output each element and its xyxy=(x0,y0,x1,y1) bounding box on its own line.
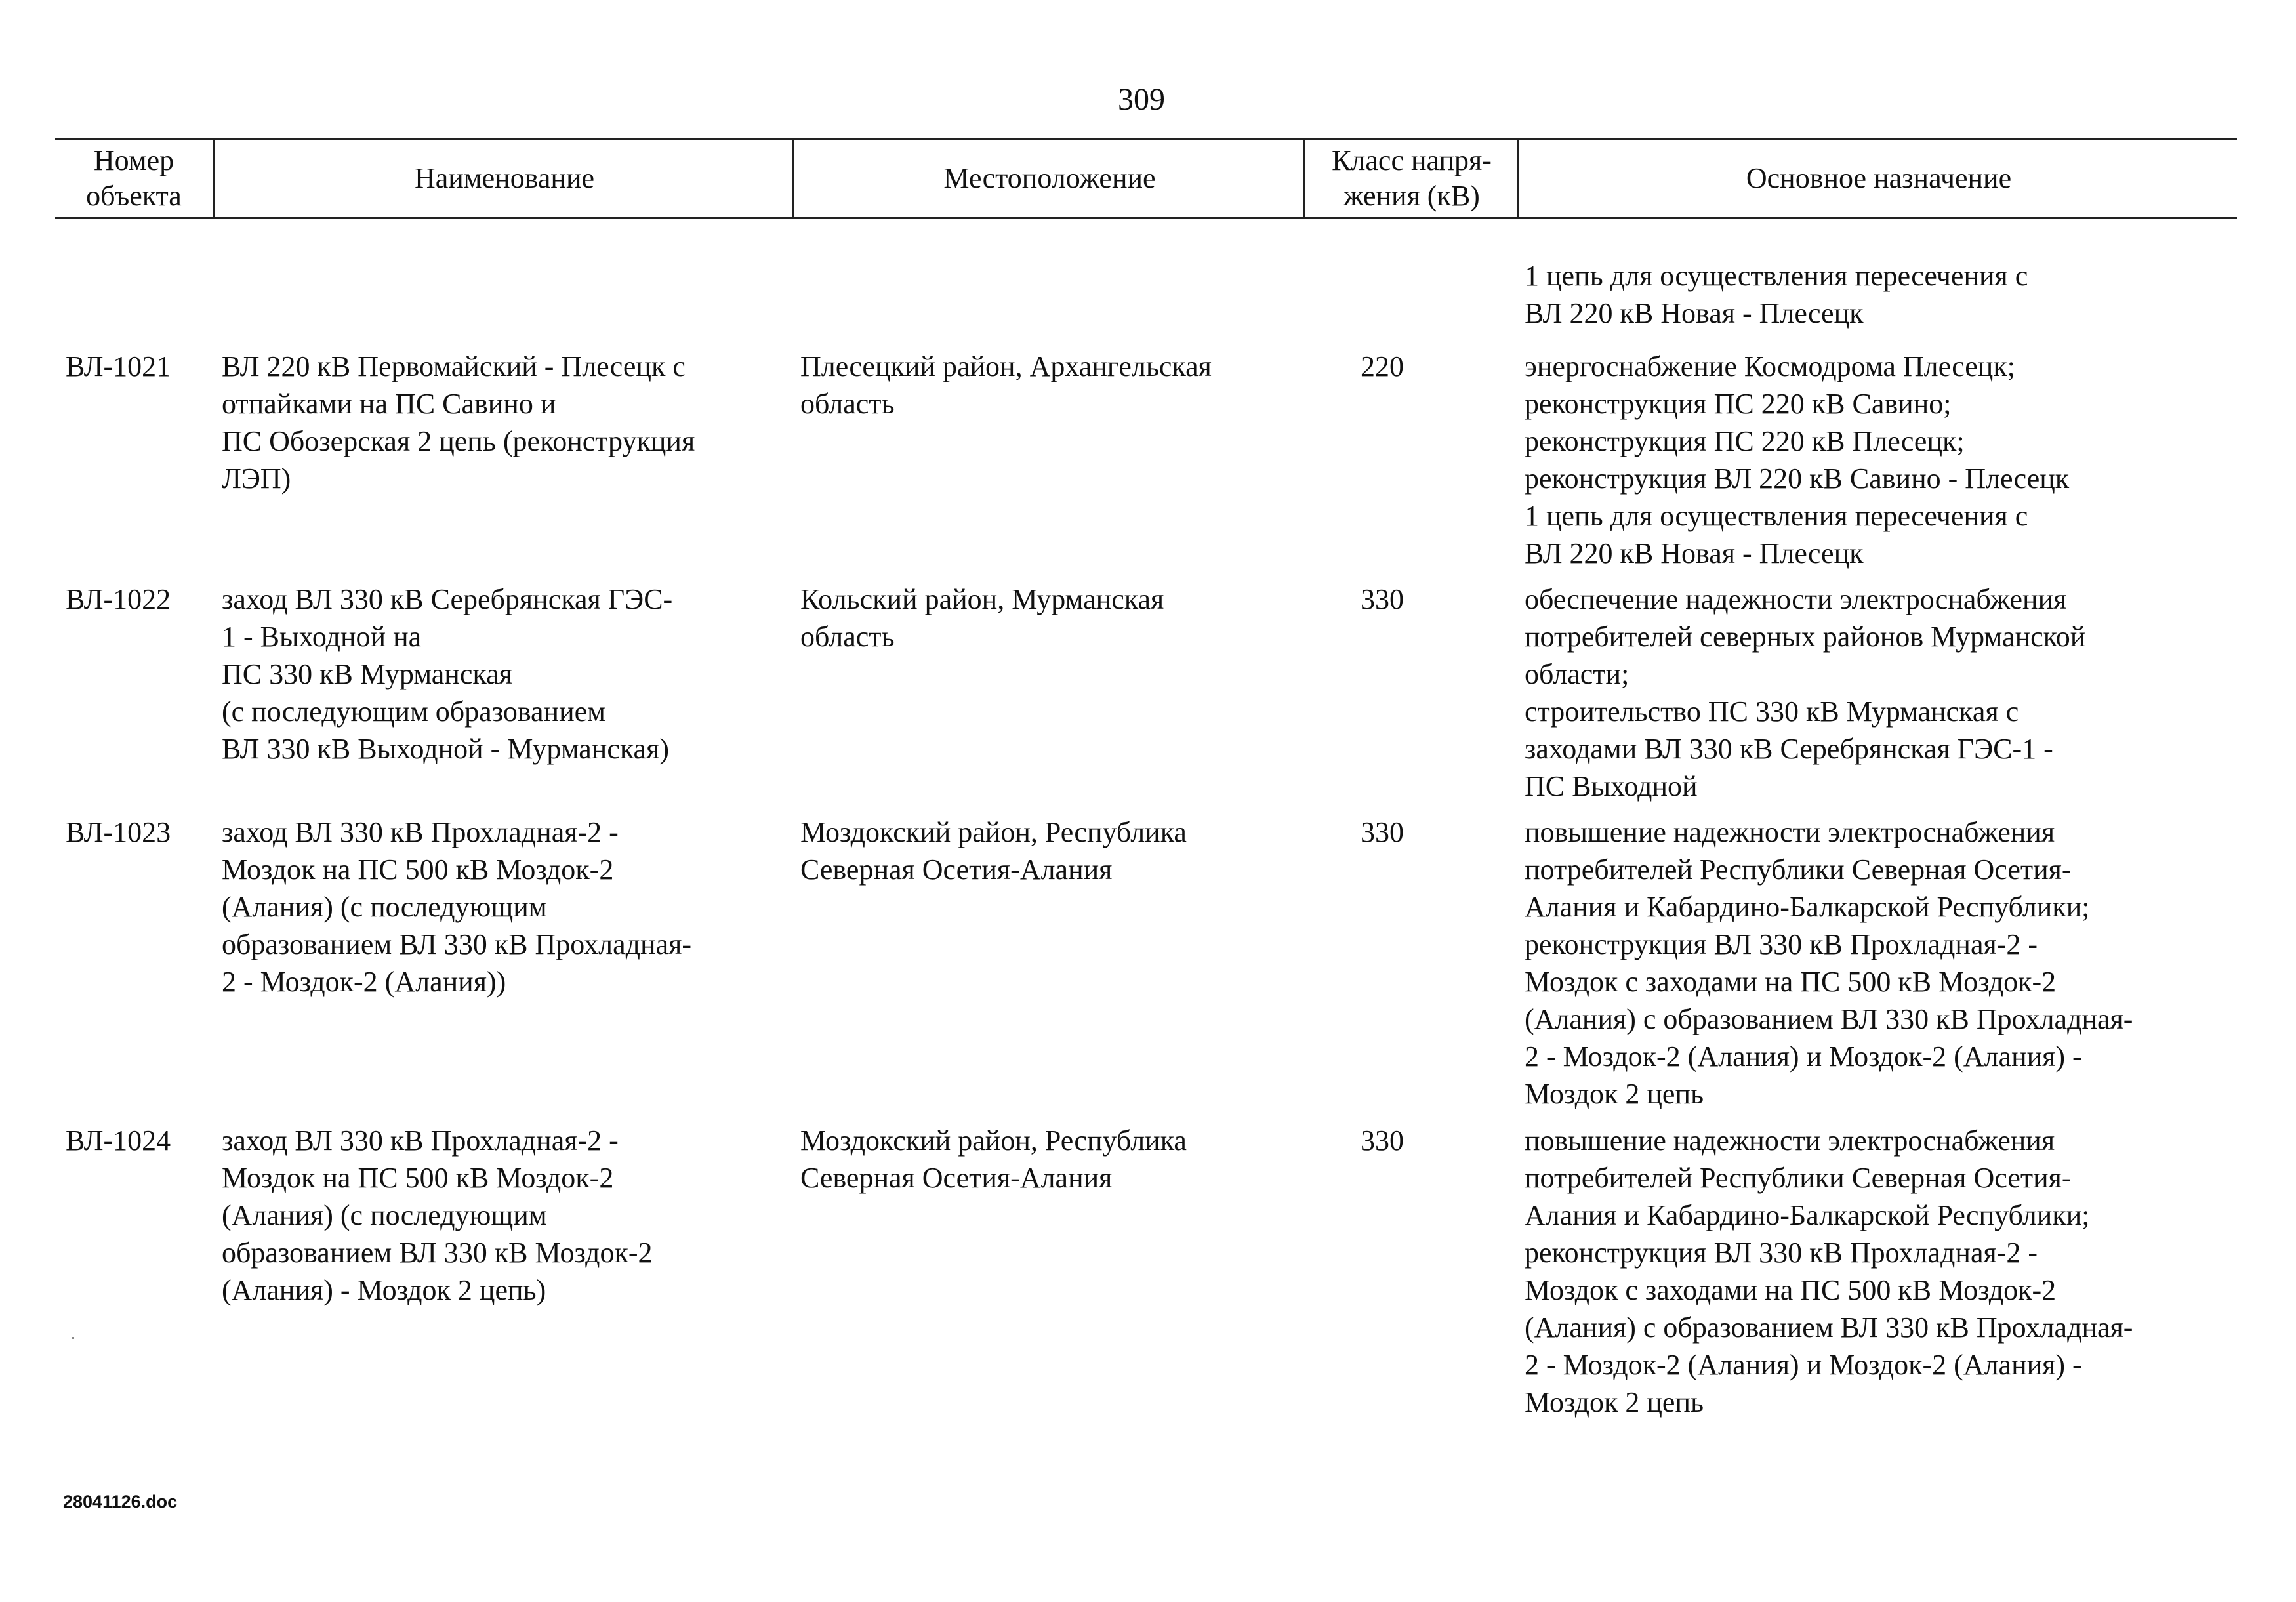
continuation-purpose: 1 цепь для осуществления пересечения с ВЛ 220 кВ Новая - Плесецк xyxy=(1525,260,2028,329)
scan-speck xyxy=(72,1337,74,1339)
row-name: заход ВЛ 330 кВ Серебрянская ГЭС- 1 - Выходной на ПС 330 кВ Мурманская (с последующим образованием ВЛ 330 кВ Выходной - Мурманская) xyxy=(222,583,673,765)
row-voltage: 330 xyxy=(1361,1124,1404,1157)
row-location: Моздокский район, Республика Северная Осетия-Алания xyxy=(800,1124,1187,1194)
table-header xyxy=(55,138,2237,219)
row-purpose: повышение надежности электроснабжения потребителей Республики Северная Осетия- Алания и Кабардино-Балкарской Республики; реконструкция ВЛ 330 кВ Прохладная-2 - Моздок с заходами на ПС 500 кВ Моздок-2 (Алания) с образованием ВЛ 330 кВ Прохладная- 2 - Моздок-2 (Алания) и Моздок-2 (Алания) - Моздок 2 цепь xyxy=(1525,1124,2133,1418)
row-location: Моздокский район, Республика Северная Осетия-Алания xyxy=(800,816,1187,886)
row-number: ВЛ-1022 xyxy=(66,583,171,615)
page-number: 309 xyxy=(1118,82,1165,117)
row-name: ВЛ 220 кВ Первомайский - Плесецк с отпайками на ПС Савино и ПС Обозерская 2 цепь (реконструкция ЛЭП) xyxy=(222,350,695,495)
row-location: Кольский район, Мурманская область xyxy=(800,583,1164,653)
row-number: ВЛ-1023 xyxy=(66,816,171,848)
header-voltage: Класс напря- жения (кВ) xyxy=(1303,140,1519,217)
row-number: ВЛ-1024 xyxy=(66,1124,171,1157)
objects-table xyxy=(55,138,2237,1418)
row-purpose: повышение надежности электроснабжения потребителей Республики Северная Осетия- Алания и Кабардино-Балкарской Республики; реконструкция ВЛ 330 кВ Прохладная-2 - Моздок с заходами на ПС 500 кВ Моздок-2 (Алания) с образованием ВЛ 330 кВ Прохладная- 2 - Моздок-2 (Алания) и Моздок-2 (Алания) - Моздок 2 цепь xyxy=(1525,816,2133,1110)
document-filename: 28041126.doc xyxy=(63,1492,178,1511)
header-location: Местоположение xyxy=(792,140,1305,217)
row-purpose: обеспечение надежности электроснабжения потребителей северных районов Мурманской области; строительство ПС 330 кВ Мурманская с заходами ВЛ 330 кВ Серебрянская ГЭС-1 - ПС Выходной xyxy=(1525,583,2086,802)
header-number: Номер объекта xyxy=(86,144,182,212)
row-voltage: 220 xyxy=(1361,350,1404,382)
row-name: заход ВЛ 330 кВ Прохладная-2 - Моздок на ПС 500 кВ Моздок-2 (Алания) (с последующим образованием ВЛ 330 кВ Моздок-2 (Алания) - Моздок 2 цепь) xyxy=(222,1124,653,1306)
row-voltage: 330 xyxy=(1361,583,1404,615)
row-number: ВЛ-1021 xyxy=(66,350,171,382)
header-name: Наименование xyxy=(213,140,794,217)
row-location: Плесецкий район, Архангельская область xyxy=(800,350,1212,420)
row-voltage: 330 xyxy=(1361,816,1404,848)
row-purpose: энергоснабжение Космодрома Плесецк; реконструкция ПС 220 кВ Савино; реконструкция ПС 220 кВ Плесецк; реконструкция ВЛ 220 кВ Савино - Плесецк 1 цепь для осуществления пересечения с ВЛ 220 кВ Новая - Плесецк xyxy=(1525,350,2070,569)
header-purpose: Основное назначение xyxy=(1517,140,2239,217)
row-name: заход ВЛ 330 кВ Прохладная-2 - Моздок на ПС 500 кВ Моздок-2 (Алания) (с последующим образованием ВЛ 330 кВ Прохладная- 2 - Моздок-2 (Алания)) xyxy=(222,816,691,998)
